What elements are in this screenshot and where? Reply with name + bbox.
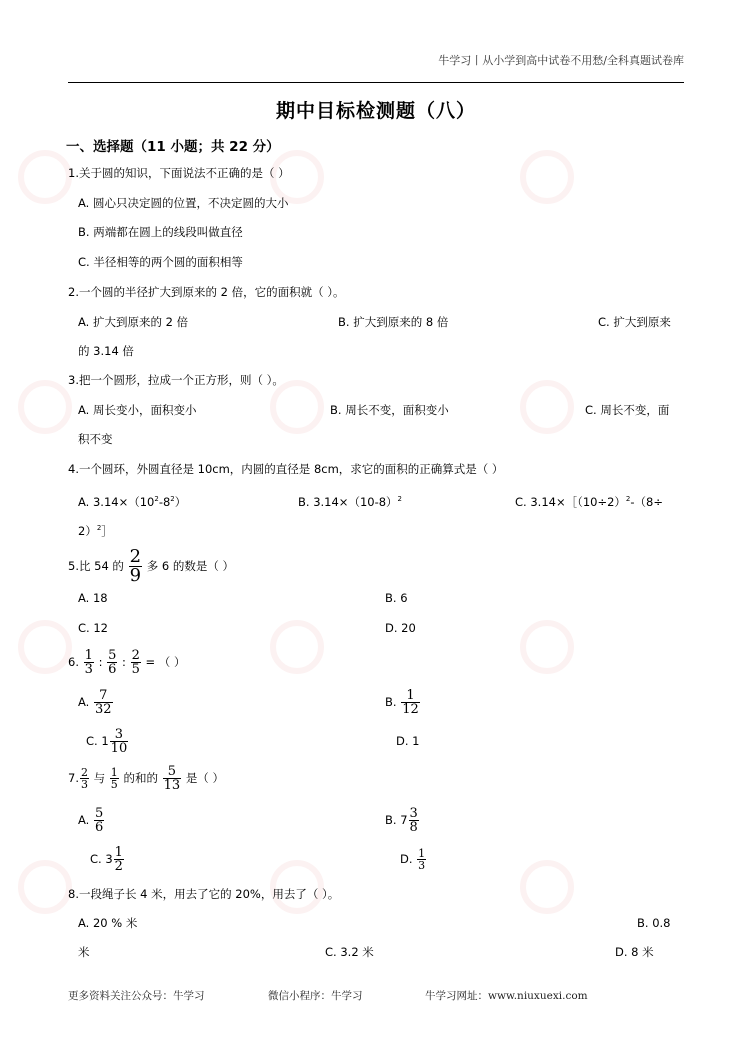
question-3-option-b: B. 周长不变，面积变小 — [330, 403, 449, 417]
question-5-stem: 5.比 54 的 $\frac{2}{9}$ 多 6 的数是（ ） — [68, 546, 234, 586]
question-6-option-c: C. 1 $\frac{3}{10}$ — [86, 727, 128, 756]
question-3-option-c: C. 周长不变，面 — [585, 403, 670, 417]
question-8-option-a: A. 20 % 米 — [78, 916, 138, 930]
question-1-stem: 1.关于圆的知识，下面说法不正确的是（ ） — [68, 166, 290, 180]
question-2-option-c: C. 扩大到原来 — [598, 315, 671, 329]
watermark-logo — [18, 150, 72, 204]
question-3-option-c-cont: 积不变 — [78, 432, 113, 446]
fraction: $\frac{1}{12}$ — [402, 688, 419, 717]
question-4-option-a: A. $3.14\times(10^2-8^2)$ — [78, 494, 187, 509]
watermark-logo — [18, 860, 72, 914]
footer-wechat-account: 更多资料关注公众号：牛学习 — [68, 990, 205, 1002]
question-5-option-a: A. 18 — [78, 591, 108, 605]
header-divider — [68, 82, 684, 83]
question-2-option-a: A. 扩大到原来的 2 倍 — [78, 315, 189, 329]
fraction: $\frac{2}{3}$ — [80, 766, 88, 791]
fraction: $\frac{2}{9}$ — [129, 546, 142, 586]
fraction: $\frac{5}{13}$ — [163, 764, 181, 793]
footer-website[interactable]: 牛学习网址：www.niuxuexi.com — [425, 990, 588, 1002]
footer-mini-program: 微信小程序：牛学习 — [268, 990, 363, 1002]
question-8-option-b: B. 0.8 — [637, 916, 671, 930]
watermark-logo — [18, 620, 72, 674]
page-title: 期中目标检测题（八） — [275, 100, 476, 122]
question-8-option-c: C. 3.2 米 — [325, 945, 374, 959]
question-8-option-d: D. 8 米 — [615, 945, 654, 959]
section-heading: 一、选择题（11 小题；共 22 分） — [66, 139, 280, 155]
question-5-option-d: D. 20 — [385, 621, 416, 635]
question-4-option-c: C. $3.14\times[(10\div 2)^2-(8\div$ — [515, 494, 663, 509]
fraction: $\frac{5}{6}$ — [108, 648, 117, 677]
question-7-option-d: D. $\frac{1}{3}$ — [400, 847, 426, 872]
fraction: $\frac{1}{3}$ — [84, 648, 93, 677]
question-7-stem: 7. $\frac{2}{3}$ 与 $\frac{1}{5}$ 的和的 $\frac{5}{13}$ 是（ ） — [68, 764, 224, 793]
question-6-stem: 6. $\frac{1}{3}$ : $\frac{5}{6}$ : $\frac{2}{5}$ = （ ） — [68, 648, 186, 677]
question-5-option-b: B. 6 — [385, 591, 408, 605]
question-1-option-c: C. 半径相等的两个圆的面积相等 — [78, 255, 243, 269]
question-2-option-b: B. 扩大到原来的 8 倍 — [338, 315, 449, 329]
question-6-option-d: D. 1 — [396, 734, 420, 748]
fraction: $\frac{7}{32}$ — [94, 688, 112, 717]
fraction: $\frac{1}{2}$ — [114, 845, 123, 874]
fraction: $\frac{1}{3}$ — [418, 847, 426, 872]
question-7-option-c: C. 3 $\frac{1}{2}$ — [90, 845, 123, 874]
question-2-stem: 2.一个圆的半径扩大到原来的 2 倍，它的面积就（ ）。 — [68, 285, 345, 299]
watermark-logo — [270, 380, 324, 434]
question-2-option-c-cont: 的 3.14 倍 — [78, 344, 134, 358]
fraction: $\frac{3}{8}$ — [409, 806, 418, 835]
question-6-option-a: A. $\frac{7}{32}$ — [78, 688, 112, 717]
fraction: $\frac{5}{6}$ — [94, 806, 104, 835]
watermark-logo — [520, 620, 574, 674]
question-4-stem: 4.一个圆环，外圆直径是 10cm，内圆的直径是 8cm，求它的面积的正确算式是（ ） — [68, 462, 504, 476]
question-8-stem: 8.一段绳子长 4 米，用去了它的 20%，用去了（ ）。 — [68, 887, 340, 901]
question-8-option-a-unit: 米 — [78, 945, 90, 959]
watermark-logo — [520, 380, 574, 434]
watermark-logo — [270, 620, 324, 674]
watermark-logo — [18, 380, 72, 434]
fraction: $\frac{3}{10}$ — [110, 727, 128, 756]
fraction: $\frac{2}{5}$ — [131, 648, 140, 677]
question-6-option-b: B. $\frac{1}{12}$ — [385, 688, 419, 717]
question-3-option-a: A. 周长变小，面积变小 — [78, 403, 197, 417]
watermark-logo — [520, 150, 574, 204]
question-1-option-b: B. 两端都在圆上的线段叫做直径 — [78, 225, 243, 239]
question-4-option-c-cont: 2）$^2$］ — [78, 523, 113, 538]
watermark-logo — [520, 860, 574, 914]
fraction: $\frac{1}{5}$ — [110, 766, 118, 791]
question-7-option-b: B. 7 $\frac{3}{8}$ — [385, 806, 418, 835]
question-7-option-a: A. $\frac{5}{6}$ — [78, 806, 104, 835]
question-3-stem: 3.把一个圆形，拉成一个正方形，则（ ）。 — [68, 373, 284, 387]
question-4-option-b: B. $3.14\times(10-8)^2$ — [298, 494, 403, 509]
header-slogan: 牛学习丨从小学到高中试卷不用愁/全科真题试卷库 — [438, 54, 684, 67]
question-5-option-c: C. 12 — [78, 621, 108, 635]
question-1-option-a: A. 圆心只决定圆的位置，不决定圆的大小 — [78, 196, 289, 210]
